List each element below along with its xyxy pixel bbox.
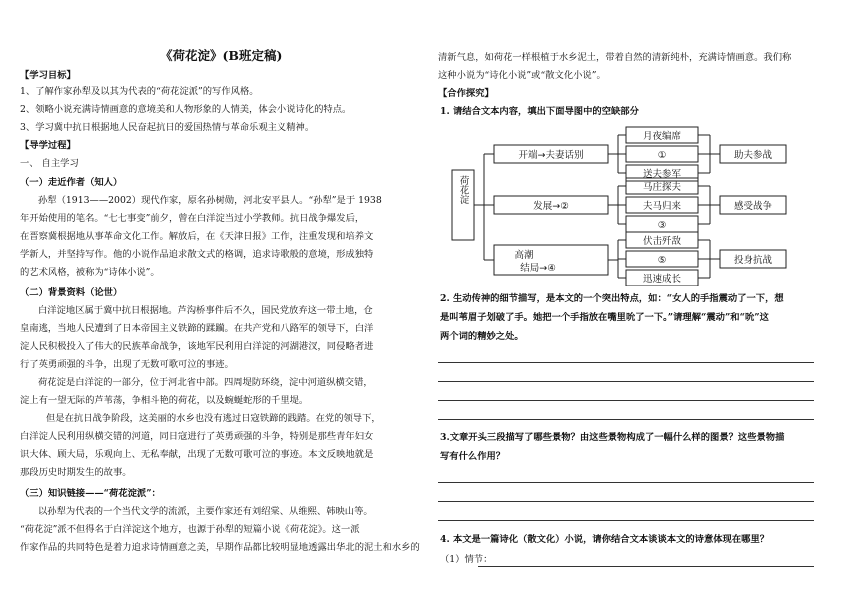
answer-line[interactable] xyxy=(438,520,814,521)
section-heading: （一）走近作者（知人） xyxy=(20,177,123,188)
question-4: 4. 本文是一篇诗化（散文化）小说，请你结合文本谈谈本文的诗意体现在哪里？ xyxy=(440,534,770,545)
diagram-branch-label: 高潮 xyxy=(514,250,534,261)
answer-line[interactable] xyxy=(438,419,814,420)
section-heading: （二）背景资料（论世） xyxy=(20,287,123,298)
diagram-item: 夫马归来 xyxy=(642,201,682,212)
question-3-line: 3.文章开头三段描写了哪些景物？由这些景物构成了一幅什么样的图景？这些景物描 xyxy=(440,432,785,443)
paragraph-line: 年开始使用的笔名。“七七事变”前夕，曾在白洋淀当过小学教师。抗日战争爆发后， xyxy=(20,213,365,224)
paragraph-line: 但是在抗日战争阶段，这美丽的水乡也没有逃过日寇铁蹄的践踏。在党的领导下， xyxy=(46,413,381,424)
answer-line[interactable] xyxy=(438,362,814,363)
paragraph-line: 行了英勇顽强的斗争，出现了无数可歌可泣的事迹。 xyxy=(20,359,234,370)
paragraph-line: 作家作品的共同特色是着力追求诗情画意之美，早期作品都比较明显地透露出华北的泥土和水乡的 xyxy=(20,542,420,553)
answer-line[interactable] xyxy=(478,566,814,567)
paragraph-line: 以孙犁为代表的一个当代文学的流派，主要作家还有刘绍棠、从维熙、韩映山等。 xyxy=(38,506,373,517)
diagram-item: 送夫参军 xyxy=(642,169,682,180)
paragraph-line: 识大体、顾大局，乐观向上、无私奉献，出现了无数可歌可泣的事迹。本文反映地就是 xyxy=(20,449,374,460)
section-heading: （三）知识链接——“荷花淀派”： xyxy=(20,488,161,499)
question-2-line: 2. 生动传神的细节描写，是本文的一个突出特点，如：“女人的手指震动了一下，想 xyxy=(440,293,784,304)
process-heading: 【导学过程】 xyxy=(20,140,76,151)
diagram-root-label: 荷花淀 xyxy=(457,175,469,205)
paragraph-line: 的艺术风格，被称为“诗体小说”。 xyxy=(20,267,160,278)
mind-map-diagram xyxy=(448,124,808,286)
paragraph-line: 清新气息，如荷花一样根植于水乡泥土，带着自然的清新纯朴，充满诗情画意。我们称 xyxy=(438,52,792,63)
paragraph-line: 皇南逃，当地人民遭到了日本帝国主义铁蹄的蹂躏。在共产党和八路军的领导下，白洋 xyxy=(20,323,374,334)
paragraph-line: 白洋淀人民利用纵横交错的河道，同日寇进行了英勇顽强的斗争，特别是那些青年妇女 xyxy=(20,431,374,442)
diagram-result: 感受战争 xyxy=(733,201,773,212)
diagram-result: 投身抗战 xyxy=(733,255,773,266)
question-2-line: 两个词的精妙之处。 xyxy=(440,331,524,342)
paragraph-line: 荷花淀是白洋淀的一部分，位于河北省中部。四周堤防环绕，淀中河道纵横交错， xyxy=(38,377,373,388)
diagram-item: 伏击歼敌 xyxy=(642,236,682,247)
coop-heading: 【合作探究】 xyxy=(438,88,494,99)
diagram-branch-label: 发展→② xyxy=(533,201,569,212)
goals-heading: 【学习目标】 xyxy=(20,70,76,81)
question-4-sub: （1）情节： xyxy=(440,554,493,565)
answer-line[interactable] xyxy=(438,400,814,401)
diagram-branch-label: 结局→④ xyxy=(520,263,556,274)
question-2-line: 是叫苇眉子划破了手。她把一个手指放在嘴里吮了一下。”请理解“震动”和“吮”这 xyxy=(440,312,769,323)
part-heading: 一、 自主学习 xyxy=(20,158,79,169)
diagram-item: 月夜编席 xyxy=(642,131,682,142)
paragraph-line: 白洋淀地区属于冀中抗日根据地。芦沟桥事件后不久，国民党放弃这一带土地，仓 xyxy=(38,305,373,316)
diagram-item: ① xyxy=(657,150,667,161)
paragraph-line: 在晋察冀根据地从事革命文化工作。解放后，在《天津日报》工作，注重发现和培养文 xyxy=(20,231,374,242)
diagram-item: 迅速成长 xyxy=(642,274,682,285)
paragraph-line: 那段历史时期发生的故事。 xyxy=(20,467,132,478)
paragraph-line: 淀上有一望无际的芦苇荡，争相斗艳的荷花，以及蜿蜒蛇形的千里堤。 xyxy=(20,395,309,406)
goal-item: 1、了解作家孙犁及以其为代表的“荷花淀派”的写作风格。 xyxy=(20,86,259,97)
paragraph-line: 学新人，并坚持写作。他的小说作品追求散文式的格调，追求诗歌般的意境，形成独特 xyxy=(20,249,374,260)
diagram-item: ③ xyxy=(657,220,667,231)
paragraph-line: 淀人民积极投入了伟大的民族革命战争，该地军民利用白洋淀的河湖港汊，同侵略者进 xyxy=(20,341,374,352)
goal-item: 3、学习冀中抗日根据地人民奋起抗日的爱国热情与革命乐观主义精神。 xyxy=(20,122,315,133)
goal-item: 2、领略小说充满诗情画意的意境美和人物形象的人情美，体会小说诗化的特点。 xyxy=(20,104,352,115)
question-1: 1. 请结合文本内容，填出下面导图中的空缺部分 xyxy=(440,106,639,117)
diagram-item: 马庄探夫 xyxy=(642,182,682,193)
question-3-line: 写有什么作用？ xyxy=(440,451,506,462)
answer-line[interactable] xyxy=(438,501,814,502)
paragraph-line: “荷花淀”派不但得名于白洋淀这个地方，也源于孙犁的短篇小说《荷花淀》。这一派 xyxy=(20,524,360,535)
diagram-result: 助夫参战 xyxy=(733,150,773,161)
diagram-item: ⑤ xyxy=(657,255,667,266)
paragraph-line: 孙犁（1913——2002）现代作家，原名孙树勋，河北安平县人。“孙犁”是于 1938 xyxy=(38,195,382,206)
answer-line[interactable] xyxy=(438,482,814,483)
answer-line[interactable] xyxy=(438,381,814,382)
document-title: 《荷花淀》(B班定稿) xyxy=(160,48,283,63)
diagram-branch-label: 开端→夫妻话别 xyxy=(518,150,584,161)
paragraph-line: 这种小说为“诗化小说”或“散文化小说”。 xyxy=(438,70,606,81)
